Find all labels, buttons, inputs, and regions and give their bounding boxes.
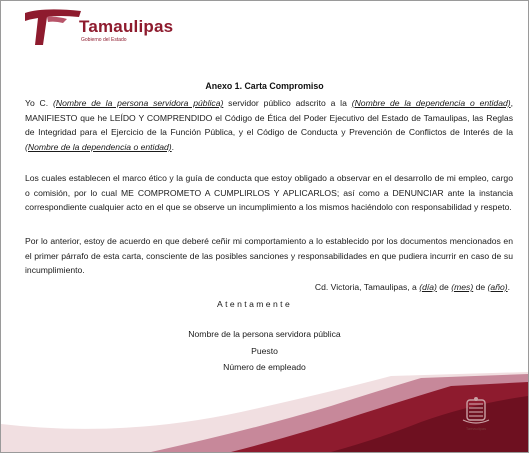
- p2-commitment: ME COMPROMETO A CUMPLIRLOS Y APLICARLOS: [121, 187, 337, 198]
- paragraph-3: Por lo anterior, estoy de acuerdo en que deberé ceñir mi comportamiento a lo establecido por los documentos mencionados en el primer párrafo de esta carta, consciente de las posibles sanciones y responsabilidades en que pudiera incurrir en caso de su incumplimiento.: [25, 236, 513, 276]
- p2-denounce: DENUNCIAR: [392, 187, 444, 198]
- signature-employee-number: Número de empleado: [223, 362, 306, 372]
- place-date-line: [315, 282, 510, 292]
- logo-subtitle: Gobierno del Estado: [81, 37, 127, 43]
- day-placeholder: (día): [419, 282, 437, 292]
- place-text-d: .: [507, 282, 510, 292]
- tamaulipas-logo: [23, 7, 213, 49]
- p1-text-c: servidor público adscrito a la: [223, 98, 352, 108]
- place-text-b: de: [436, 282, 452, 292]
- seal-caption: Tamaulipas: [465, 426, 487, 431]
- servant-name-placeholder: (Nombre de la persona servidora pública): [53, 98, 224, 108]
- p1-text-g: .: [171, 142, 175, 153]
- footer-wave-decoration: [1, 372, 528, 452]
- document-title: Anexo 1. Carta Compromiso: [205, 81, 324, 91]
- state-seal-icon: [459, 396, 493, 426]
- signature-name: Nombre de la persona servidora pública: [188, 329, 341, 339]
- p2-text-c: ; así como a: [336, 187, 393, 198]
- place-text-c: de: [473, 282, 488, 292]
- paragraph-2: [25, 171, 513, 215]
- p2-text-a: Los cuales establecen el marco ético y la guía de conducta que estoy obligado a observar en el desarrollo de mi empleo, cargo o comisión, por lo cual: [25, 173, 513, 198]
- p2-text-e: ante la instancia correspondiente cualquier acto en el que se observe un incumplimiento a los mismos haciéndolo con responsabilidad y respeto.: [25, 187, 513, 213]
- p1-text-a: Yo C.: [25, 98, 53, 108]
- place-text-a: Cd. Victoria, Tamaulipas, a: [314, 282, 420, 292]
- closing-salutation: Atentamente: [217, 299, 293, 309]
- logo-name: Tamaulipas: [79, 17, 174, 36]
- signature-position: Puesto: [251, 346, 278, 356]
- tamaulipas-logo-icon: [23, 7, 83, 47]
- agency-name-placeholder-2: (Nombre de la dependencia o entidad): [25, 142, 172, 153]
- month-placeholder: (mes): [451, 282, 474, 292]
- agency-name-placeholder: (Nombre de la dependencia o entidad): [351, 98, 511, 108]
- paragraph-1: [25, 96, 513, 155]
- year-placeholder: (año): [487, 282, 508, 292]
- p1-text-e: , MANIFIESTO que he LEÍDO Y COMPRENDIDO el Código de Ética del Poder Ejecutivo del Estado de Tamaulipas, las Reglas de Integridad para el Ejercicio de la Función Pública, y el Código de Conducta y Prevención de Conflictos de Interés de la: [25, 98, 514, 138]
